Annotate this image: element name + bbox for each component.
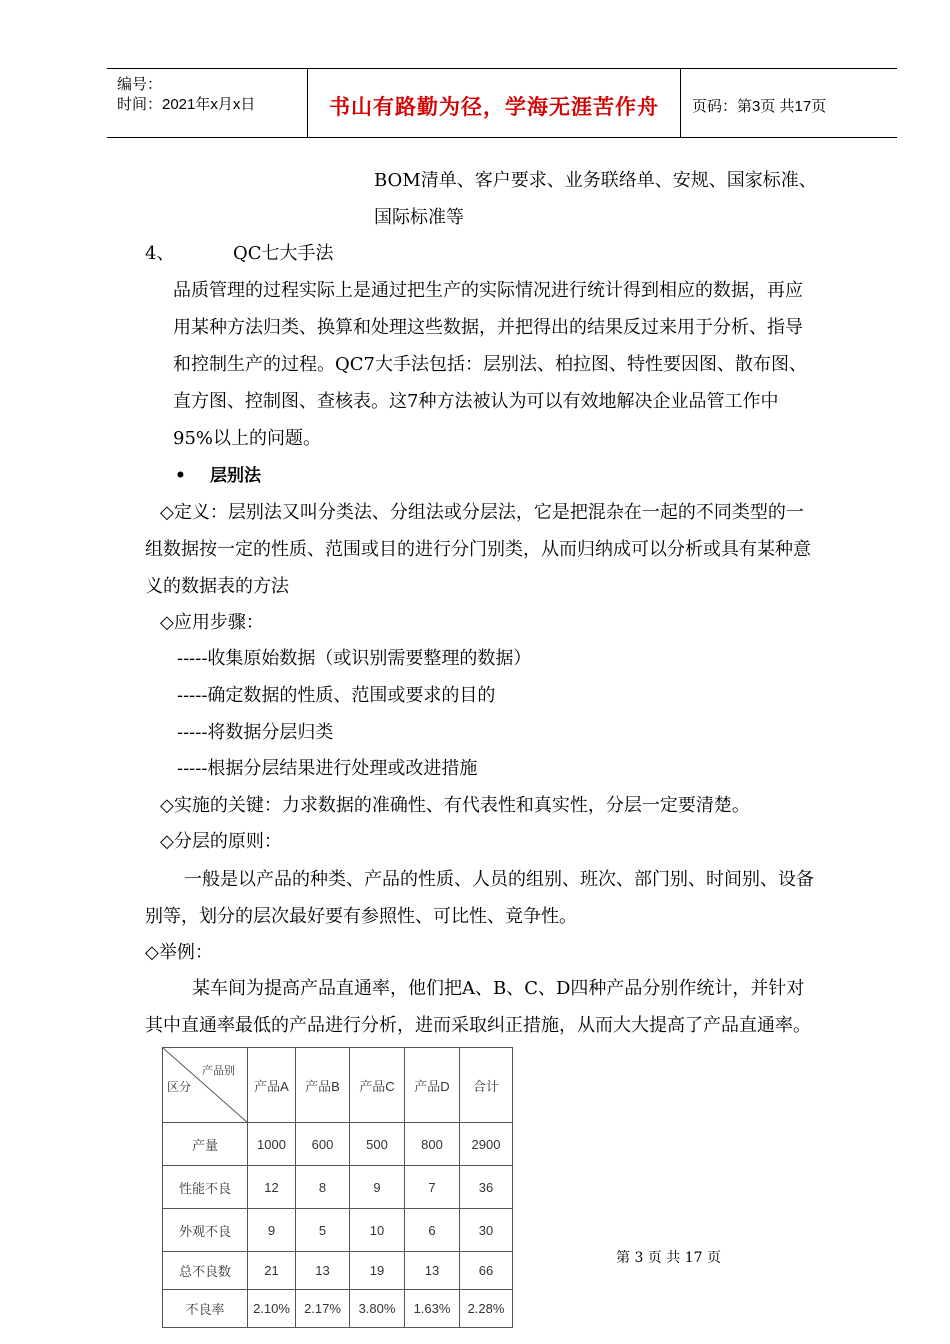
intro-line-1: 品质管理的过程实际上是通过把生产的实际情况进行统计得到相应的数据，再应 xyxy=(173,280,803,301)
table-cell: 5 xyxy=(296,1209,350,1252)
intro-line-2: 用某种方法归类、换算和处理这些数据，并把得出的结果反过来用于分析、指导 xyxy=(173,317,803,338)
row-label: 性能不良 xyxy=(163,1166,248,1209)
table-cell: 12 xyxy=(248,1166,296,1209)
table-cell: 36 xyxy=(460,1166,513,1209)
row-label: 总不良数 xyxy=(163,1252,248,1290)
method-title: 层别法 xyxy=(210,466,261,486)
header-motto-cell xyxy=(308,69,681,137)
table-cell: 8 xyxy=(296,1166,350,1209)
table-cell: 66 xyxy=(460,1252,513,1290)
principle-line-2: 别等，划分的层次最好要有参照性、可比性、竟争性。 xyxy=(145,906,577,927)
page-header xyxy=(107,68,897,138)
number-label: 编号： xyxy=(117,76,163,93)
example-title: ◇举例： xyxy=(145,942,213,963)
table-corner-cell xyxy=(163,1048,248,1123)
section-title: QC七大手法 xyxy=(233,243,334,264)
continuation-line-2: 国际标准等 xyxy=(374,207,464,228)
table-row xyxy=(163,1123,513,1166)
table-cell: 800 xyxy=(405,1123,460,1166)
table-cell: 9 xyxy=(350,1166,405,1209)
table-row xyxy=(163,1290,513,1328)
table-cell: 500 xyxy=(350,1123,405,1166)
principle-title: ◇分层的原则： xyxy=(160,831,282,852)
row-label: 产量 xyxy=(163,1123,248,1166)
steps-title: ◇应用步骤： xyxy=(160,612,264,633)
table-header-cell: 产品D xyxy=(405,1048,460,1123)
table-cell: 10 xyxy=(350,1209,405,1252)
section-number: 4、 xyxy=(145,243,175,264)
header-page-cell xyxy=(682,69,897,137)
key-line: ◇实施的关键：力求数据的准确性、有代表性和真实性，分层一定要清楚。 xyxy=(160,795,750,816)
definition-line-1: ◇定义：层别法又叫分类法、分组法或分层法，它是把混杂在一起的不同类型的一 xyxy=(160,502,804,523)
table-cell: 7 xyxy=(405,1166,460,1209)
continuation-line-1: BOM清单、客户要求、业务联络单、安规、国家标准、 xyxy=(374,170,817,191)
table-cell: 1000 xyxy=(248,1123,296,1166)
bullet-icon: • xyxy=(175,466,186,486)
table-cell: 19 xyxy=(350,1252,405,1290)
table-cell: 2.28% xyxy=(460,1290,513,1328)
step-2: -----确定数据的性质、范围或要求的目的 xyxy=(177,685,496,706)
table-row xyxy=(163,1166,513,1209)
example-line-2: 其中直通率最低的产品进行分析，进而采取纠正措施，从而大大提高了产品直通率。 xyxy=(145,1015,811,1036)
corner-top-label: 产品别 xyxy=(202,1065,235,1077)
table-cell: 2.17% xyxy=(296,1290,350,1328)
page-number-label: 页码：第3页 共17页 xyxy=(692,98,827,115)
table-header-cell: 合计 xyxy=(460,1048,513,1123)
table-cell: 6 xyxy=(405,1209,460,1252)
table-header-row xyxy=(163,1048,513,1123)
definition-line-2: 组数据按一定的性质、范围或目的进行分门别类，从而归纳成可以分析或具有某种意 xyxy=(145,539,811,560)
row-label: 不良率 xyxy=(163,1290,248,1328)
intro-line-5: 95%以上的问题。 xyxy=(173,428,322,449)
defect-stats-table xyxy=(162,1047,513,1328)
table-cell: 9 xyxy=(248,1209,296,1252)
row-label: 外观不良 xyxy=(163,1209,248,1252)
table-cell: 30 xyxy=(460,1209,513,1252)
time-label: 时间：2021年x月x日 xyxy=(117,96,256,113)
corner-bottom-label: 区分 xyxy=(167,1080,192,1094)
motto-text: 书山有路勤为径，学海无涯苦作舟 xyxy=(329,95,659,119)
table-cell: 2900 xyxy=(460,1123,513,1166)
table-header-cell: 产品B xyxy=(296,1048,350,1123)
table-cell: 13 xyxy=(405,1252,460,1290)
example-line-1: 某车间为提高产品直通率，他们把A、B、C、D四种产品分别作统计，并针对 xyxy=(192,978,805,999)
page-footer: 第 3 页 共 17 页 xyxy=(616,1250,721,1266)
table-cell: 3.80% xyxy=(350,1290,405,1328)
definition-line-3: 义的数据表的方法 xyxy=(145,576,289,597)
intro-line-3: 和控制生产的过程。QC7大手法包括：层别法、柏拉图、特性要因图、散布图、 xyxy=(173,354,807,375)
table-cell: 600 xyxy=(296,1123,350,1166)
table-cell: 2.10% xyxy=(248,1290,296,1328)
header-info-cell xyxy=(107,69,308,137)
table-cell: 13 xyxy=(296,1252,350,1290)
table-row xyxy=(163,1209,513,1252)
table-header-cell: 产品C xyxy=(350,1048,405,1123)
principle-line-1: 一般是以产品的种类、产品的性质、人员的组别、班次、部门别、时间别、设备 xyxy=(184,869,814,890)
step-1: -----收集原始数据（或识别需要整理的数据） xyxy=(177,648,532,669)
table-header-cell: 产品A xyxy=(248,1048,296,1123)
step-4: -----根据分层结果进行处理或改进措施 xyxy=(177,758,478,779)
table-cell: 1.63% xyxy=(405,1290,460,1328)
step-3: -----将数据分层归类 xyxy=(177,722,334,743)
intro-line-4: 直方图、控制图、查核表。这7种方法被认为可以有效地解决企业品管工作中 xyxy=(173,391,779,412)
table-row xyxy=(163,1252,513,1290)
table-cell: 21 xyxy=(248,1252,296,1290)
